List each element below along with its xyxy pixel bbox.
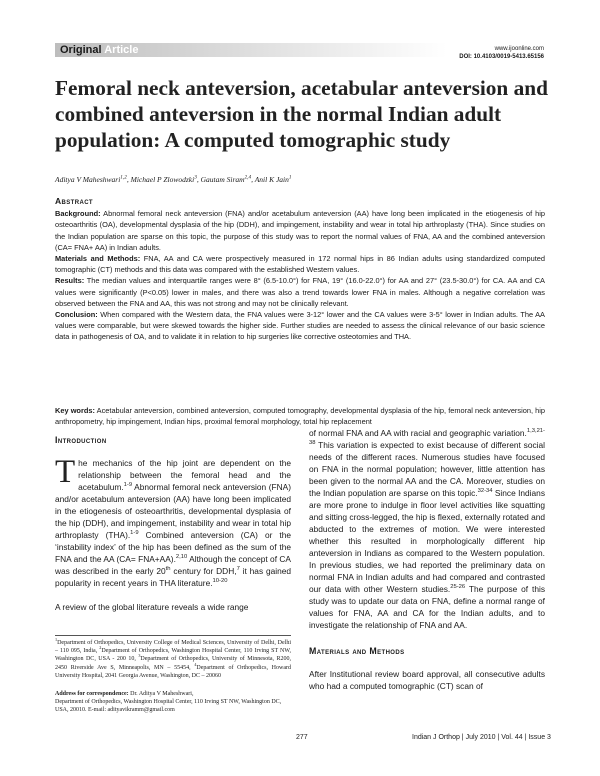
methods-paragraph: After Institutional review board approval, all consecutive adults who had a computed tomographic (CT) scan of xyxy=(309,669,545,691)
article-type-word-1: Original xyxy=(60,44,102,56)
abstract-results xyxy=(55,275,545,309)
footnote-divider xyxy=(55,635,291,636)
affiliations: $^1$Department of Orthopedics, University College of Medical Sciences, University of Delhi, Delhi – 110 095, India, $^2$Department of Orthopedics, Washington Hospital Center, 110 Irving ST NW, Washington DC, USA - 200 10, $^3$Department of Orthopedics, University of Minnesota, R200, 2450 Riverside Ave S, Minneapolis, MN – 55454, $^4$Department of Orthopedics, Howard University Hospital, 2041 Georgia Avenue, Washington, DC – 20060 xyxy=(55,637,292,679)
intro-paragraph-2: A review of the global literature reveals a wide range xyxy=(55,602,249,612)
background-label: Background: xyxy=(55,209,101,219)
correspondence xyxy=(55,690,291,715)
correspondence-name: Dr. Aditya V Maheshwari, xyxy=(130,691,194,697)
abstract xyxy=(55,196,545,343)
abstract-methods xyxy=(55,253,545,275)
intro-paragraph-3: of normal FNA and AA with racial and geographic variation.$^{1,3,21-38}$ This variation is expected to exist because of different social needs of the different races. Numerous studies have focused on FNA in the normal population; however, little attention has been given to the normal AA and the CA. Moreover, studies on the Indian population are sparse on this topic.$^{32-34}$ Since Indians are more prone to indulge in floor level activities like squatting and sitting cross-legged, the hip is flexed, externally rotated and abducted to the extremes of motion. We were interested whether this resulted in morphologically different hip anteversion in Indians as compared to the Western population. In previous studies, we had reported the preliminary data on normal FNA in Indian adults and had compared and contrasted our data with other Western studies.$^{25-26}$ The purpose of this study was to update our data on FNA, define a normal range of values for FNA, AA and CA for the Indian adults, and to investigate the relationship of FNA and AA. xyxy=(309,428,545,630)
article-type-word-2: Article xyxy=(104,44,139,56)
doi: DOI: 10.4103/0019-5413.65156 xyxy=(459,54,544,60)
left-column xyxy=(55,434,291,613)
methods-label: Materials and Methods: xyxy=(55,254,141,264)
methods-text: FNA, AA and CA were prospectively measured in 172 normal hips in 86 Indian adults using standardized computed tomographic (CT) methods and this data was compared with the established Western values. xyxy=(55,254,545,275)
abstract-conclusion xyxy=(55,309,545,343)
journal-website[interactable]: www.ijoonline.com xyxy=(494,46,544,52)
conclusion-text: When compared with the Western data, the FNA values were 3-12° lower and the CA values were 3-5° lower in Indian adults. The AA values were comparable, but were skewed towards the higher side. Further studies are needed to assess the clinical relevance of our basic science data in pathogenesis of OA, and to validate it in relation to hip surgeries like corrective osteotomies and THA. xyxy=(55,310,545,342)
results-label: Results: xyxy=(55,276,85,286)
methods-heading: Materials and Methods xyxy=(309,646,405,656)
author-list: Aditya V Maheshwari$^{1,2}$, Michael P Zlowodzki$^3$, Gautam Siram$^{2,4}$, Anil K Jain$^1$ xyxy=(55,174,292,184)
keywords xyxy=(55,405,545,427)
conclusion-label: Conclusion: xyxy=(55,310,98,320)
keywords-label: Key words: xyxy=(55,406,95,415)
article-title: Femoral neck anteversion, acetabular anteversion and combined anteversion in the normal Indian adult population: A computed tomographic study xyxy=(55,76,548,152)
intro-paragraph-1: The mechanics of the hip joint are dependent on the relationship between the femoral head and the acetabulum.$^{1-9}$ Abnormal femoral neck anteversion (FNA) and/or acetabulum anteversion (AA) have long been implicated in the etiogenesis of osteoarthritis, developmental dysplasia of the hip (DDH), and impingement, instability and wear in total hip arthroplasty (THA).$^{1-9}$ Combined anteversion (CA) or the ‘instability index’ of the hip has been defined as the sum of the FNA and the AA (CA= FNA+AA).$^{2,10}$ Although the concept of CA was described in the early 20th century for DDH,$^7$ it has gained popularity in recent years in THA literature.$^{10-20}$ xyxy=(55,454,292,588)
results-text: The median values and interquartile ranges were 8° (6.5-10.0°) for FNA, 19° (16.0-22.0°) for AA and 27° (23.5-30.0°) for CA. AA and CA values were significantly (P<0.05) lower in males, and there was also a trend towards lower FNA in males. Although a negative correlation was observed between the FNA and AA, this was not strong and may not be clinically relevant. xyxy=(55,276,545,308)
correspondence-address: Department of Orthopedics, Washington Hospital Center, 110 Irving ST NW, Washington DC, USA, 20010. E-mail: adityavikramm@gmail.com xyxy=(55,699,282,714)
right-column xyxy=(309,427,545,692)
introduction-heading: Introduction xyxy=(55,435,107,445)
journal-citation: Indian J Orthop | July 2010 | Vol. 44 | Issue 3 xyxy=(412,734,551,741)
background-text: Abnormal femoral neck anteversion (FNA) and/or acetabulum anteversion (AA) have long been implicated in the etiogenesis of hip osteoarthritis (OA), developmental dysplasia of the hip (DDH), and impingement, instability and wear in total hip arthroplasty (THA). Since studies on the Indian population are sparse on this topic, the purpose of this study was to report the normal values of FNA, AA and the combined anteversion (CA= FNA+ AA) in Indian adults. xyxy=(55,209,545,252)
drop-cap: T xyxy=(55,454,76,490)
abstract-background xyxy=(55,208,545,253)
article-type-label xyxy=(60,43,138,57)
abstract-heading: Abstract xyxy=(55,196,94,206)
correspondence-label: Address for correspondence: xyxy=(55,691,129,697)
page-number: 277 xyxy=(296,734,308,741)
keywords-text: Acetabular anteversion, combined anteversion, computed tomography, developmental dysplasia of the hip, femoral neck anteversion, hip anthropometry, hip impingement, Indian hips, proximal femoral morphology, total hip replacement xyxy=(55,406,545,427)
